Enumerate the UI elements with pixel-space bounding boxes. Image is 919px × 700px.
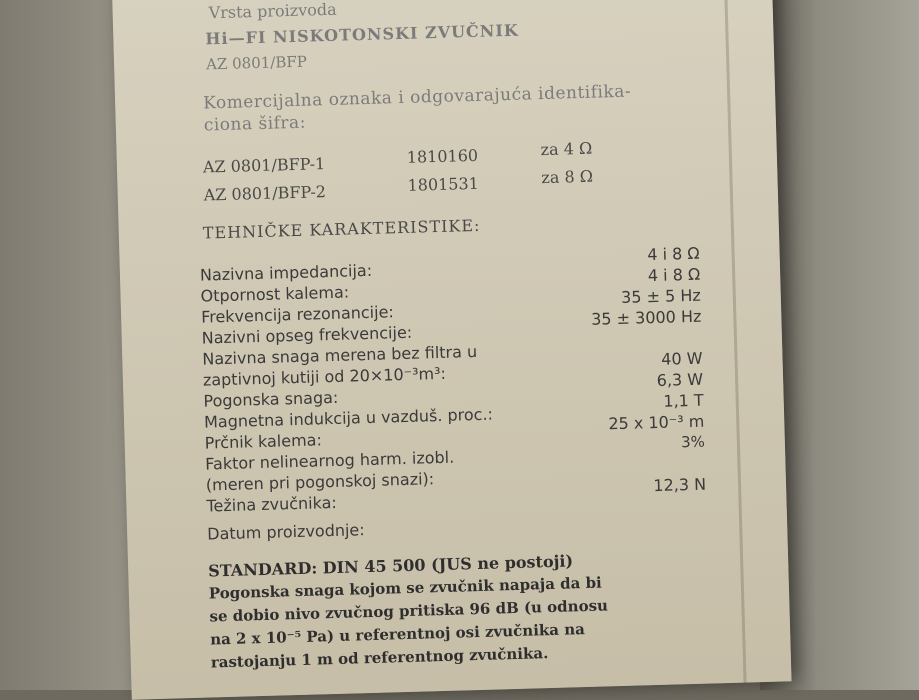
spec-label: Pogonska snaga: bbox=[203, 387, 339, 411]
product-title: Hi—FI NISKOTONSKI ZVUČNIK bbox=[205, 20, 520, 49]
spec-label: zaptivnoj kutiji od 20×10⁻³m³: bbox=[202, 363, 447, 390]
spec-value: 4 i 8 Ω bbox=[647, 264, 701, 286]
product-model: AZ 0801/BFP bbox=[205, 52, 308, 74]
identification-code: 1810160 bbox=[406, 145, 479, 167]
spec-value: 12,3 N bbox=[653, 474, 707, 496]
spec-label: Magnetna indukcija u vazduš. proc.: bbox=[203, 404, 494, 432]
spec-value: 6,3 W bbox=[656, 369, 704, 390]
spec-label: (meren pri pogonskoj snazi): bbox=[205, 469, 435, 495]
spec-label: Faktor nelinearnog harm. izobl. bbox=[205, 447, 455, 474]
identification-model: AZ 0801/BFP-1 bbox=[202, 154, 326, 177]
identification-line2: ciona šifra: bbox=[203, 112, 307, 136]
standard-line: Pogonska snaga kojom se zvučnik napaja da bi bbox=[208, 573, 603, 603]
paper-fold bbox=[724, 0, 747, 683]
spec-label: Frekvencija rezonancije: bbox=[200, 302, 395, 327]
identification-impedance: za 4 Ω bbox=[540, 138, 593, 160]
spec-value: 35 ± 3000 Hz bbox=[590, 306, 702, 329]
spec-value: 35 ± 5 Hz bbox=[620, 285, 702, 307]
identification-model: AZ 0801/BFP-2 bbox=[203, 182, 327, 205]
standard-line: STANDARD: DIN 45 500 (JUS ne postoji) bbox=[207, 551, 574, 581]
spec-value: 40 W bbox=[660, 348, 703, 369]
spec-label: Datum proizvodnje: bbox=[206, 520, 365, 544]
spec-value: 25 x 10⁻³ m bbox=[608, 411, 705, 434]
identification-impedance: za 8 Ω bbox=[541, 166, 594, 188]
spec-value: 1,1 T bbox=[663, 390, 704, 411]
identification-line1: Komercijalna oznaka i odgovarajuća identifika- bbox=[202, 81, 632, 114]
document-sheet bbox=[112, 0, 792, 700]
spec-label: Nazivna snaga merena bez filtra u bbox=[202, 341, 478, 369]
spec-label: Nazivni opseg frekvencije: bbox=[201, 322, 413, 348]
spec-value: 3% bbox=[680, 432, 706, 452]
top-label: Vrsta proizvoda bbox=[208, 0, 337, 23]
spec-label: Nazivna impedancija: bbox=[199, 260, 373, 285]
standard-line: se dobio nivo zvučnog pritiska 96 dB (u odnosu bbox=[209, 596, 609, 626]
spec-label: Prčnik kalema: bbox=[204, 430, 323, 453]
identification-code: 1801531 bbox=[407, 173, 480, 195]
spec-label: Težina zvučnika: bbox=[206, 492, 338, 516]
standard-line: rastojanju 1 m od referentnog zvučnika. bbox=[210, 644, 549, 672]
specs-heading: TEHNIČKE KARAKTERISTIKE: bbox=[202, 215, 481, 243]
standard-line: na 2 x 10⁻⁵ Pa) u referentnoj osi zvučnika na bbox=[209, 620, 586, 649]
spec-label: Otpornost kalema: bbox=[200, 282, 350, 306]
spec-value: 4 i 8 Ω bbox=[647, 243, 700, 265]
